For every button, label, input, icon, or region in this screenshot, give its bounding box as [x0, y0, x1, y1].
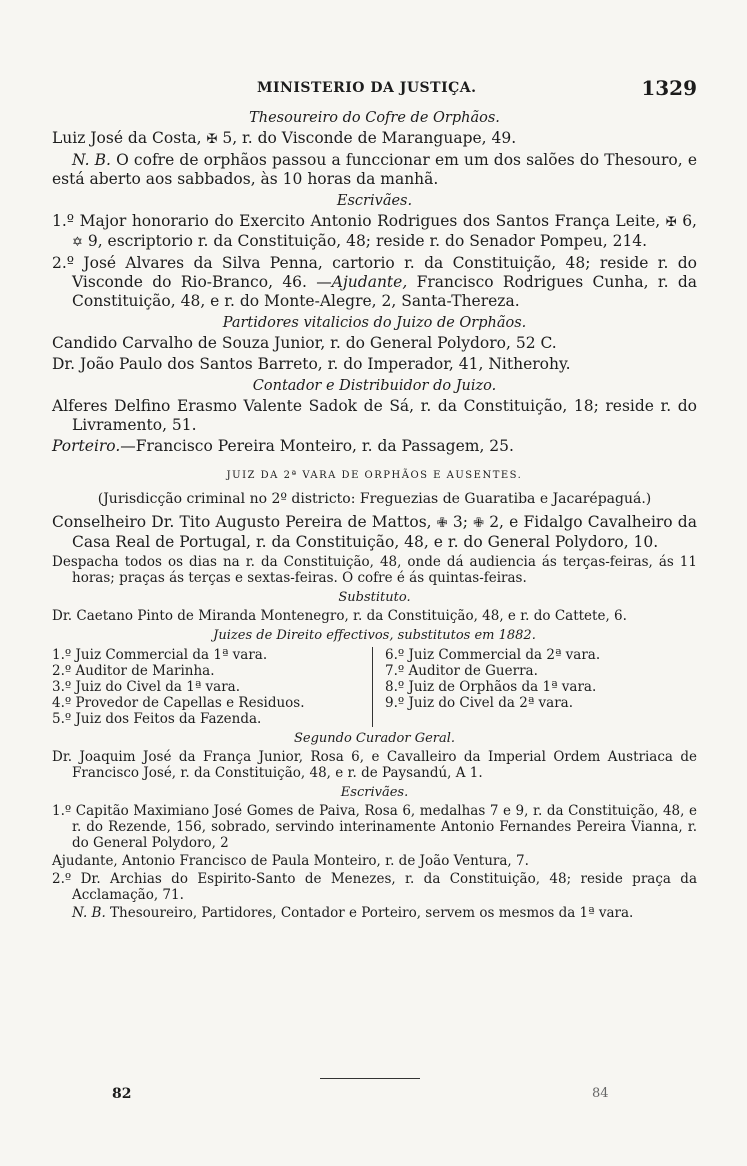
star-icon: ✡: [72, 235, 83, 250]
entry-thesoureiro: Luiz José da Costa, ✠ 5, r. do Visconde de Maranguape, 49.: [52, 129, 517, 147]
entry-substituto: Dr. Caetano Pinto de Miranda Montenegro, r. da Constituição, 48, e r. do Cattete, 6.: [52, 608, 627, 624]
entry-porteiro: Porteiro.—Francisco Pereira Monteiro, r. da Passagem, 25.: [52, 437, 514, 455]
footer-rule: [320, 1078, 420, 1079]
page-number: 1329: [641, 76, 697, 100]
list-item: 3.º Juiz do Civel da 1ª vara.: [52, 679, 241, 695]
heading-curador: Segundo Curador Geral.: [293, 731, 456, 746]
entry-partidor-2: Dr. João Paulo dos Santos Barreto, r. do Imperador, 41, Nitherohy.: [52, 355, 571, 373]
jurisdiction-note: (Jurisdicção criminal no 2º districto: Freguezias de Guaratiba e Jacarépaguá.): [97, 491, 652, 507]
entry-escrivao-2a-1: 1.º Capitão Maximiano José Gomes de Paiva, Rosa 6, medalhas 7 e 9, r. da Constituição, 48, e r. do Rezende, 156, sobrado, servindo interinamente Antonio Fernandes Pereira Vianna, r. do General Polydoro, 2: [52, 803, 697, 851]
juizes-list: [52, 647, 697, 727]
page-footer: [52, 1072, 697, 1112]
note-nb: N. B. Thesoureiro, Partidores, Contador e Porteiro, servem os mesmos da 1ª vara.: [72, 905, 634, 921]
header-title: MINISTERIO DA JUSTIÇA.: [257, 80, 477, 96]
list-item: 7.º Auditor de Guerra.: [385, 663, 538, 679]
heading-escrivaes: Escrivães.: [336, 193, 413, 209]
juizes-column-left: [52, 647, 373, 727]
list-item: 5.º Juiz dos Feitos da Fazenda.: [52, 711, 262, 727]
entry-ajudante: Ajudante, Antonio Francisco de Paula Monteiro, r. de João Ventura, 7.: [52, 853, 529, 869]
document-page: [52, 76, 697, 923]
list-item: 9.º Juiz do Civel da 2ª vara.: [385, 695, 574, 711]
cross-pattee-icon: ✙: [436, 516, 448, 531]
entry-escrivao-1: 1.º Major honorario do Exercito Antonio Rodrigues dos Santos França Leite, ✠ 6, ✡ 9, escriptorio r. da Constituição, 48; reside r. do Senador Pompeu, 214.: [52, 212, 697, 250]
entry-contador: Alferes Delfino Erasmo Valente Sadok de Sá, r. da Constituição, 18; reside r. do Livramento, 51.: [52, 397, 697, 434]
entry-escrivao-2: 2.º José Alvares da Silva Penna, cartorio r. da Constituição, 48; reside r. do Visconde do Rio-Branco, 46. —Ajudante, Francisco Rodrigues Cunha, r. da Constituição, 48, e r. do Monte-Alegre, 2, Santa-Thereza.: [52, 254, 697, 310]
entry-juiz: Conselheiro Dr. Tito Augusto Pereira de Mattos, ✙ 3; ✙ 2, e Fidalgo Cavalheiro da Casa Real de Portugal, r. da Constituição, 48, e r. do General Polydoro, 10.: [52, 513, 697, 551]
cross-pattee-icon: ✙: [473, 516, 485, 531]
order-cross-icon: ✠: [665, 215, 677, 230]
entry-partidor-1: Candido Carvalho de Souza Junior, r. do General Polydoro, 52 C.: [52, 334, 557, 352]
page-header: [52, 76, 697, 106]
heading-escrivaes-2: Escrivães.: [340, 785, 409, 800]
list-item: 6.º Juiz Commercial da 2ª vara.: [385, 647, 601, 663]
heading-partidores: Partidores vitalicios do Juizo de Orphãos.: [222, 315, 527, 331]
heading-substituto: Substituto.: [338, 590, 411, 605]
list-item: 8.º Juiz de Orphãos da 1ª vara.: [385, 679, 597, 695]
footer-left-number: 82: [112, 1086, 132, 1102]
note-cofre: N. B. O cofre de orphãos passou a funccionar em um dos salões do Thesouro, e está aberto aos sabbados, às 10 horas da manhã.: [52, 151, 697, 188]
juizes-column-right: [373, 647, 697, 727]
footer-right-number: 84: [592, 1086, 609, 1101]
heading-contador: Contador e Distribuidor do Juizo.: [252, 378, 497, 394]
entry-escrivao-2a-2: 2.º Dr. Archias do Espirito-Santo de Menezes, r. da Constituição, 48; reside praça da Acclamação, 71.: [52, 871, 697, 903]
despacha-note: Despacha todos os dias na r. da Constituição, 48, onde dá audiencia ás terças-feiras, ás 11 horas; praças ás terças e sextas-feiras. O cofre é ás quintas-feiras.: [52, 554, 697, 586]
list-item: 4.º Provedor de Capellas e Residuos.: [52, 695, 305, 711]
entry-curador: Dr. Joaquim José da França Junior, Rosa 6, e Cavalleiro da Imperial Ordem Austriaca de Francisco José, r. da Constituição, 48, e r. de Paysandú, A 1.: [52, 749, 697, 781]
section-juiz-2a-vara: JUIZ DA 2ª VARA DE ORPHÃOS E AUSENTES.: [226, 470, 523, 481]
heading-juizes-direito: Juizes de Direito effectivos, substitutos em 1882.: [213, 628, 536, 643]
list-item: 1.º Juiz Commercial da 1ª vara.: [52, 647, 268, 663]
list-item: 2.º Auditor de Marinha.: [52, 663, 215, 679]
heading-thesoureiro: Thesoureiro do Cofre de Orphãos.: [249, 110, 500, 126]
order-cross-icon: ✠: [206, 132, 218, 147]
